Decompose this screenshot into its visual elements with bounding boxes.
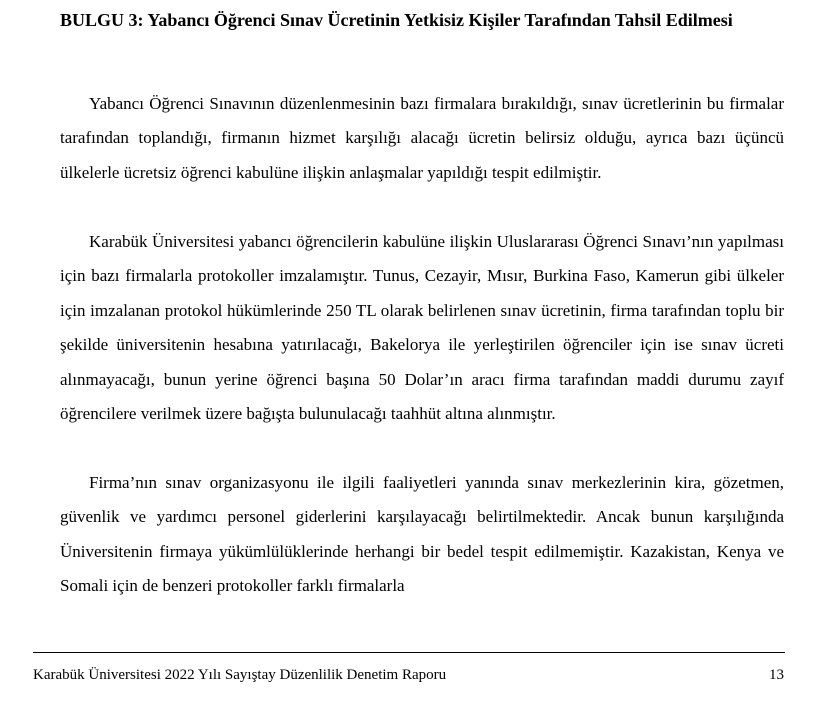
page-number: 13 (769, 667, 784, 683)
footer-report-title: Karabük Üniversitesi 2022 Yılı Sayıştay Düzenlilik Denetim Raporu (33, 667, 447, 683)
paragraph-3: Firma’nın sınav organizasyonu ile ilgili faaliyetleri yanında sınav merkezlerinin kira, gözetmen, güvenlik ve yardımcı personel giderlerini karşılayacağı belirtilmektedir. Ancak bunun karşılığında Üniversitenin firmaya yükümlülüklerinde herhangi bir bedel tespit edilmemiştir. Kazakistan, Kenya ve Somali için de benzeri protokoller farklı firmalarla (60, 473, 784, 596)
paragraph-1: Yabancı Öğrenci Sınavının düzenlenmesinin bazı firmalara bırakıldığı, sınav ücretlerinin bu firmalar tarafından toplandığı, firmanın hizmet karşılığı alacağı ücretin belirsiz olduğu, ayrıca bazı üçüncü ülkelerle ücretsiz öğrenci kabulüne ilişkin anlaşmalar yapıldığı tespit edilmiştir. (60, 94, 784, 182)
finding-heading: BULGU 3: Yabancı Öğrenci Sınav Ücretinin Yetkisiz Kişiler Tarafından Tahsil Edilmesi (60, 10, 733, 30)
footer-divider (33, 652, 785, 653)
paragraph-2: Karabük Üniversitesi yabancı öğrencilerin kabulüne ilişkin Uluslararası Öğrenci Sınavı’nın yapılması için bazı firmalarla protokoller imzalamıştır. Tunus, Cezayir, Mısır, Burkina Faso, Kamerun gibi ülkeler için imzalanan protokol hükümlerinde 250 TL olarak belirlenen sınav ücretinin, firma tarafından toplu bir şekilde üniversitenin hesabına yatırılacağı, Bakelorya ile yerleştirilen öğrenciler için ise sınav ücreti alınmayacağı, bunun yerine öğrenci başına 50 Dolar’ın aracı firma tarafından maddi durumu zayıf öğrencilere verilmek üzere bağışta bulunulacağı taahhüt altına alınmıştır. (60, 232, 784, 424)
